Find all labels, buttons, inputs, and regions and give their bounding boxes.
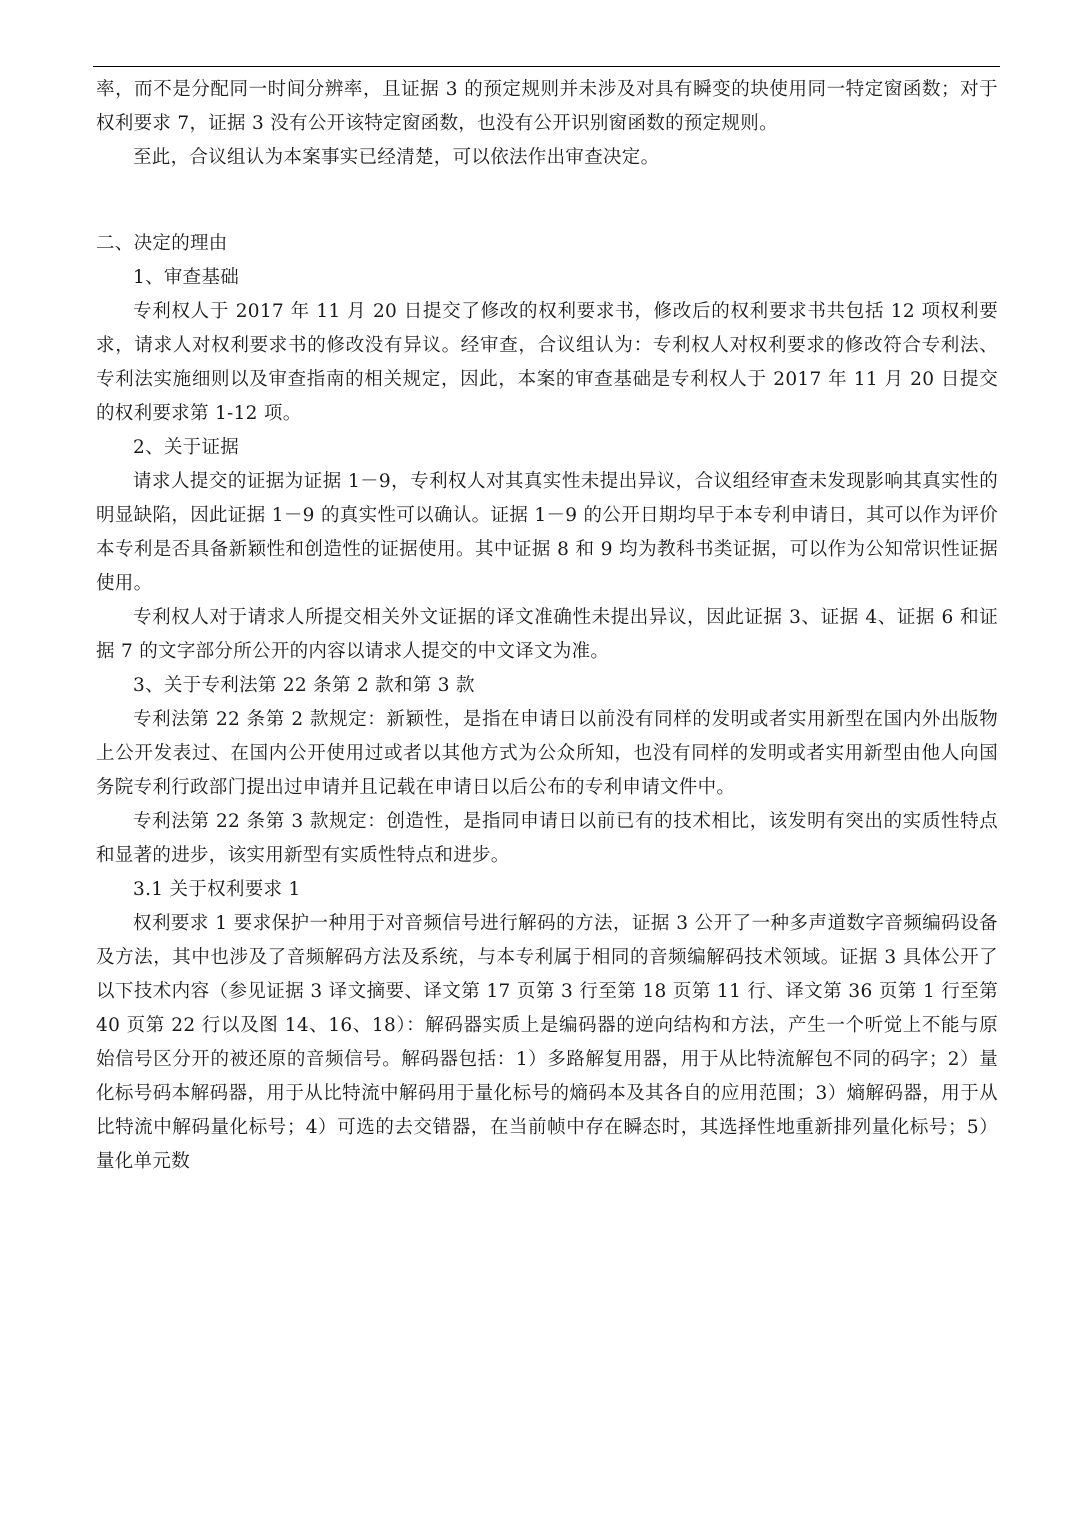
paragraph-evidence: 请求人提交的证据为证据 1－9，专利权人对其真实性未提出异议，合议组经审查未发现影响其真实性的明显缺陷，因此证据 1－9 的真实性可以确认。证据 1－9 的公开日期均早于本专利申请日，其可以作为评价本专利是否具备新颖性和创造性的证据使用。其中证据 8 和 9 均为教科书类证据，可以作为公知常识性证据使用。 <box>96 471 998 594</box>
subheading-claim-1: 3.1 关于权利要求 1 <box>133 879 301 900</box>
header-rule <box>93 66 1000 67</box>
section-gap <box>96 175 998 227</box>
paragraph-continuation: 率，而不是分配同一时间分辨率，且证据 3 的预定规则并未涉及对具有瞬变的块使用同一特定窗函数；对于权利要求 7，证据 3 没有公开该特定窗函数，也没有公开识别窗函数的预定规则。 <box>96 79 998 134</box>
paragraph-novelty: 专利法第 22 条第 2 款规定：新颖性，是指在申请日以前没有同样的发明或者实用新型在国内外出版物上公开发表过、在国内公开使用过或者以其他方式为公众所知，也没有同样的发明或者实用新型由他人向国务院专利行政部门提出过申请并且记载在申请日以后公布的专利申请文件中。 <box>96 709 998 798</box>
section-heading-reasons: 二、决定的理由 <box>96 233 228 254</box>
paragraph-claim-1: 权利要求 1 要求保护一种用于对音频信号进行解码的方法，证据 3 公开了一种多声道数字音频编码设备及方法，其中也涉及了音频解码方法及系统，与本专利属于相同的音频编解码技术领域。证据 3 具体公开了以下技术内容（参见证据 3 译文摘要、译文第 17 页第 3 行至第 18 页第 11 行、译文第 36 页第 1 行至第 40 页第 22 行以及图 14、16、18）：解码器实质上是编码器的逆向结构和方法，产生一个听觉上不能与原始信号区分开的被还原的音频信号。解码器包括：1）多路解复用器，用于从比特流解包不同的码字；2）量化标号码本解码器，用于从比特流中解码用于量化标号的熵码本及其各自的应用范围；3）熵解码器，用于从比特流中解码量化标号；4）可选的去交错器，在当前帧中存在瞬态时，其选择性地重新排列量化标号；5）量化单元数 <box>96 913 998 1172</box>
subheading-evidence: 2、关于证据 <box>133 437 240 458</box>
paragraph-examination-basis: 专利权人于 2017 年 11 月 20 日提交了修改的权利要求书，修改后的权利要求书共包括 12 项权利要求，请求人对权利要求书的修改没有异议。经审查，合议组认为：专利权人对权利要求的修改符合专利法、专利法实施细则以及审查指南的相关规定，因此，本案的审查基础是专利权人于 2017 年 11 月 20 日提交的权利要求第 1-12 项。 <box>96 301 998 424</box>
subheading-article-22: 3、关于专利法第 22 条第 2 款和第 3 款 <box>133 675 475 696</box>
paragraph-translation: 专利权人对于请求人所提交相关外文证据的译文准确性未提出异议，因此证据 3、证据 4、证据 6 和证据 7 的文字部分所公开的内容以请求人提交的中文译文为准。 <box>96 607 998 662</box>
paragraph-conclusion: 至此，合议组认为本案事实已经清楚，可以依法作出审查决定。 <box>133 147 660 168</box>
paragraph-inventiveness: 专利法第 22 条第 3 款规定：创造性，是指同申请日以前已有的技术相比，该发明有突出的实质性特点和显著的进步，该实用新型有实质性特点和进步。 <box>96 811 998 866</box>
subheading-examination-basis: 1、审查基础 <box>133 267 240 288</box>
document-body <box>96 73 998 1179</box>
